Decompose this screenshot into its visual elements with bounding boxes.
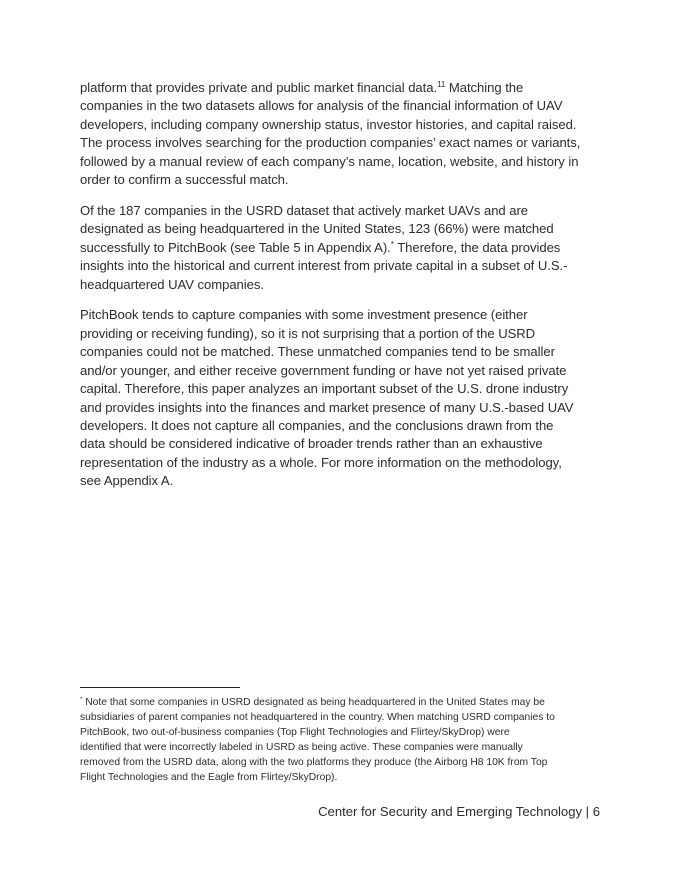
footnote-line: PitchBook, two out-of-business companies (Top Flight Technologies and Flirtey/SkyDrop) were (80, 727, 510, 739)
text-line: and/or younger, and either receive government funding or have not yet raised private (80, 362, 567, 378)
text-line: and provides insights into the finances and market presence of many U.S.-based UAV (80, 399, 574, 415)
text-line: developers. It does not capture all companies, and the conclusions drawn from the (80, 417, 554, 433)
paragraph-2 (80, 202, 605, 294)
paragraph-3 (80, 306, 605, 490)
text-line: designated as being headquartered in the United States, 123 (66%) were matched (80, 221, 554, 237)
text-line: Of the 187 companies in the USRD dataset that actively market UAVs and are (80, 202, 529, 218)
text-run: successfully to PitchBook (see Table 5 in Appendix A). (80, 239, 391, 255)
body-text (80, 79, 605, 503)
text-line: order to confirm a successful match. (80, 172, 289, 188)
footnote-line: subsidiaries of parent companies not headquartered in the country. When matching USRD companies to (80, 712, 555, 724)
footnote-line: removed from the USRD data, along with the two platforms they produce (the Airborg H8 10K from Top (80, 757, 548, 769)
paragraph-1 (80, 79, 605, 189)
text-line: providing or receiving funding), so it is not surprising that a portion of the USRD (80, 325, 536, 341)
footnote-line (80, 695, 605, 710)
text-line: data should be considered indicative of broader trends rather than an exhaustive (80, 436, 543, 452)
footnote-ref-asterisk: * (390, 239, 394, 249)
footnote-divider (80, 687, 240, 688)
text-run: Matching the (445, 80, 524, 95)
text-line (80, 239, 605, 257)
text-run: Note that some companies in USRD designated as being headquartered in the United States may be (82, 697, 545, 708)
page-footer: Center for Security and Emerging Technology | 6 (318, 804, 600, 819)
text-line: see Appendix A. (80, 473, 174, 489)
text-line: insights into the historical and current interest from private capital in a subset of U.S.- (80, 258, 568, 274)
text-line: followed by a manual review of each company’s name, location, website, and history in (80, 153, 579, 169)
footnote-line: identified that were incorrectly labeled in USRD as being active. These companies were manually (80, 742, 523, 754)
text-line (80, 79, 605, 97)
text-line: The process involves searching for the production companies’ exact names or variants, (80, 135, 581, 151)
footnote-line: Flight Technologies and the Eagle from Flirtey/SkyDrop). (80, 772, 338, 784)
text-line: companies could not be matched. These unmatched companies tend to be smaller (80, 344, 555, 360)
text-line: representation of the industry as a whole. For more information on the methodology, (80, 454, 562, 470)
text-run: Therefore, the data provides (393, 239, 561, 255)
text-run: platform that provides private and public market financial data. (80, 80, 438, 95)
text-line: companies in the two datasets allows for analysis of the financial information of UAV (80, 98, 563, 114)
footnote-ref-11: 11 (437, 80, 446, 89)
footnote-marker: * (80, 697, 83, 703)
text-line: developers, including company ownership status, investor histories, and capital raised. (80, 116, 577, 132)
footnote (80, 695, 605, 786)
text-line: PitchBook tends to capture companies with some investment presence (either (80, 307, 528, 323)
text-line: headquartered UAV companies. (80, 276, 264, 292)
text-line: capital. Therefore, this paper analyzes an important subset of the U.S. drone industry (80, 381, 569, 397)
